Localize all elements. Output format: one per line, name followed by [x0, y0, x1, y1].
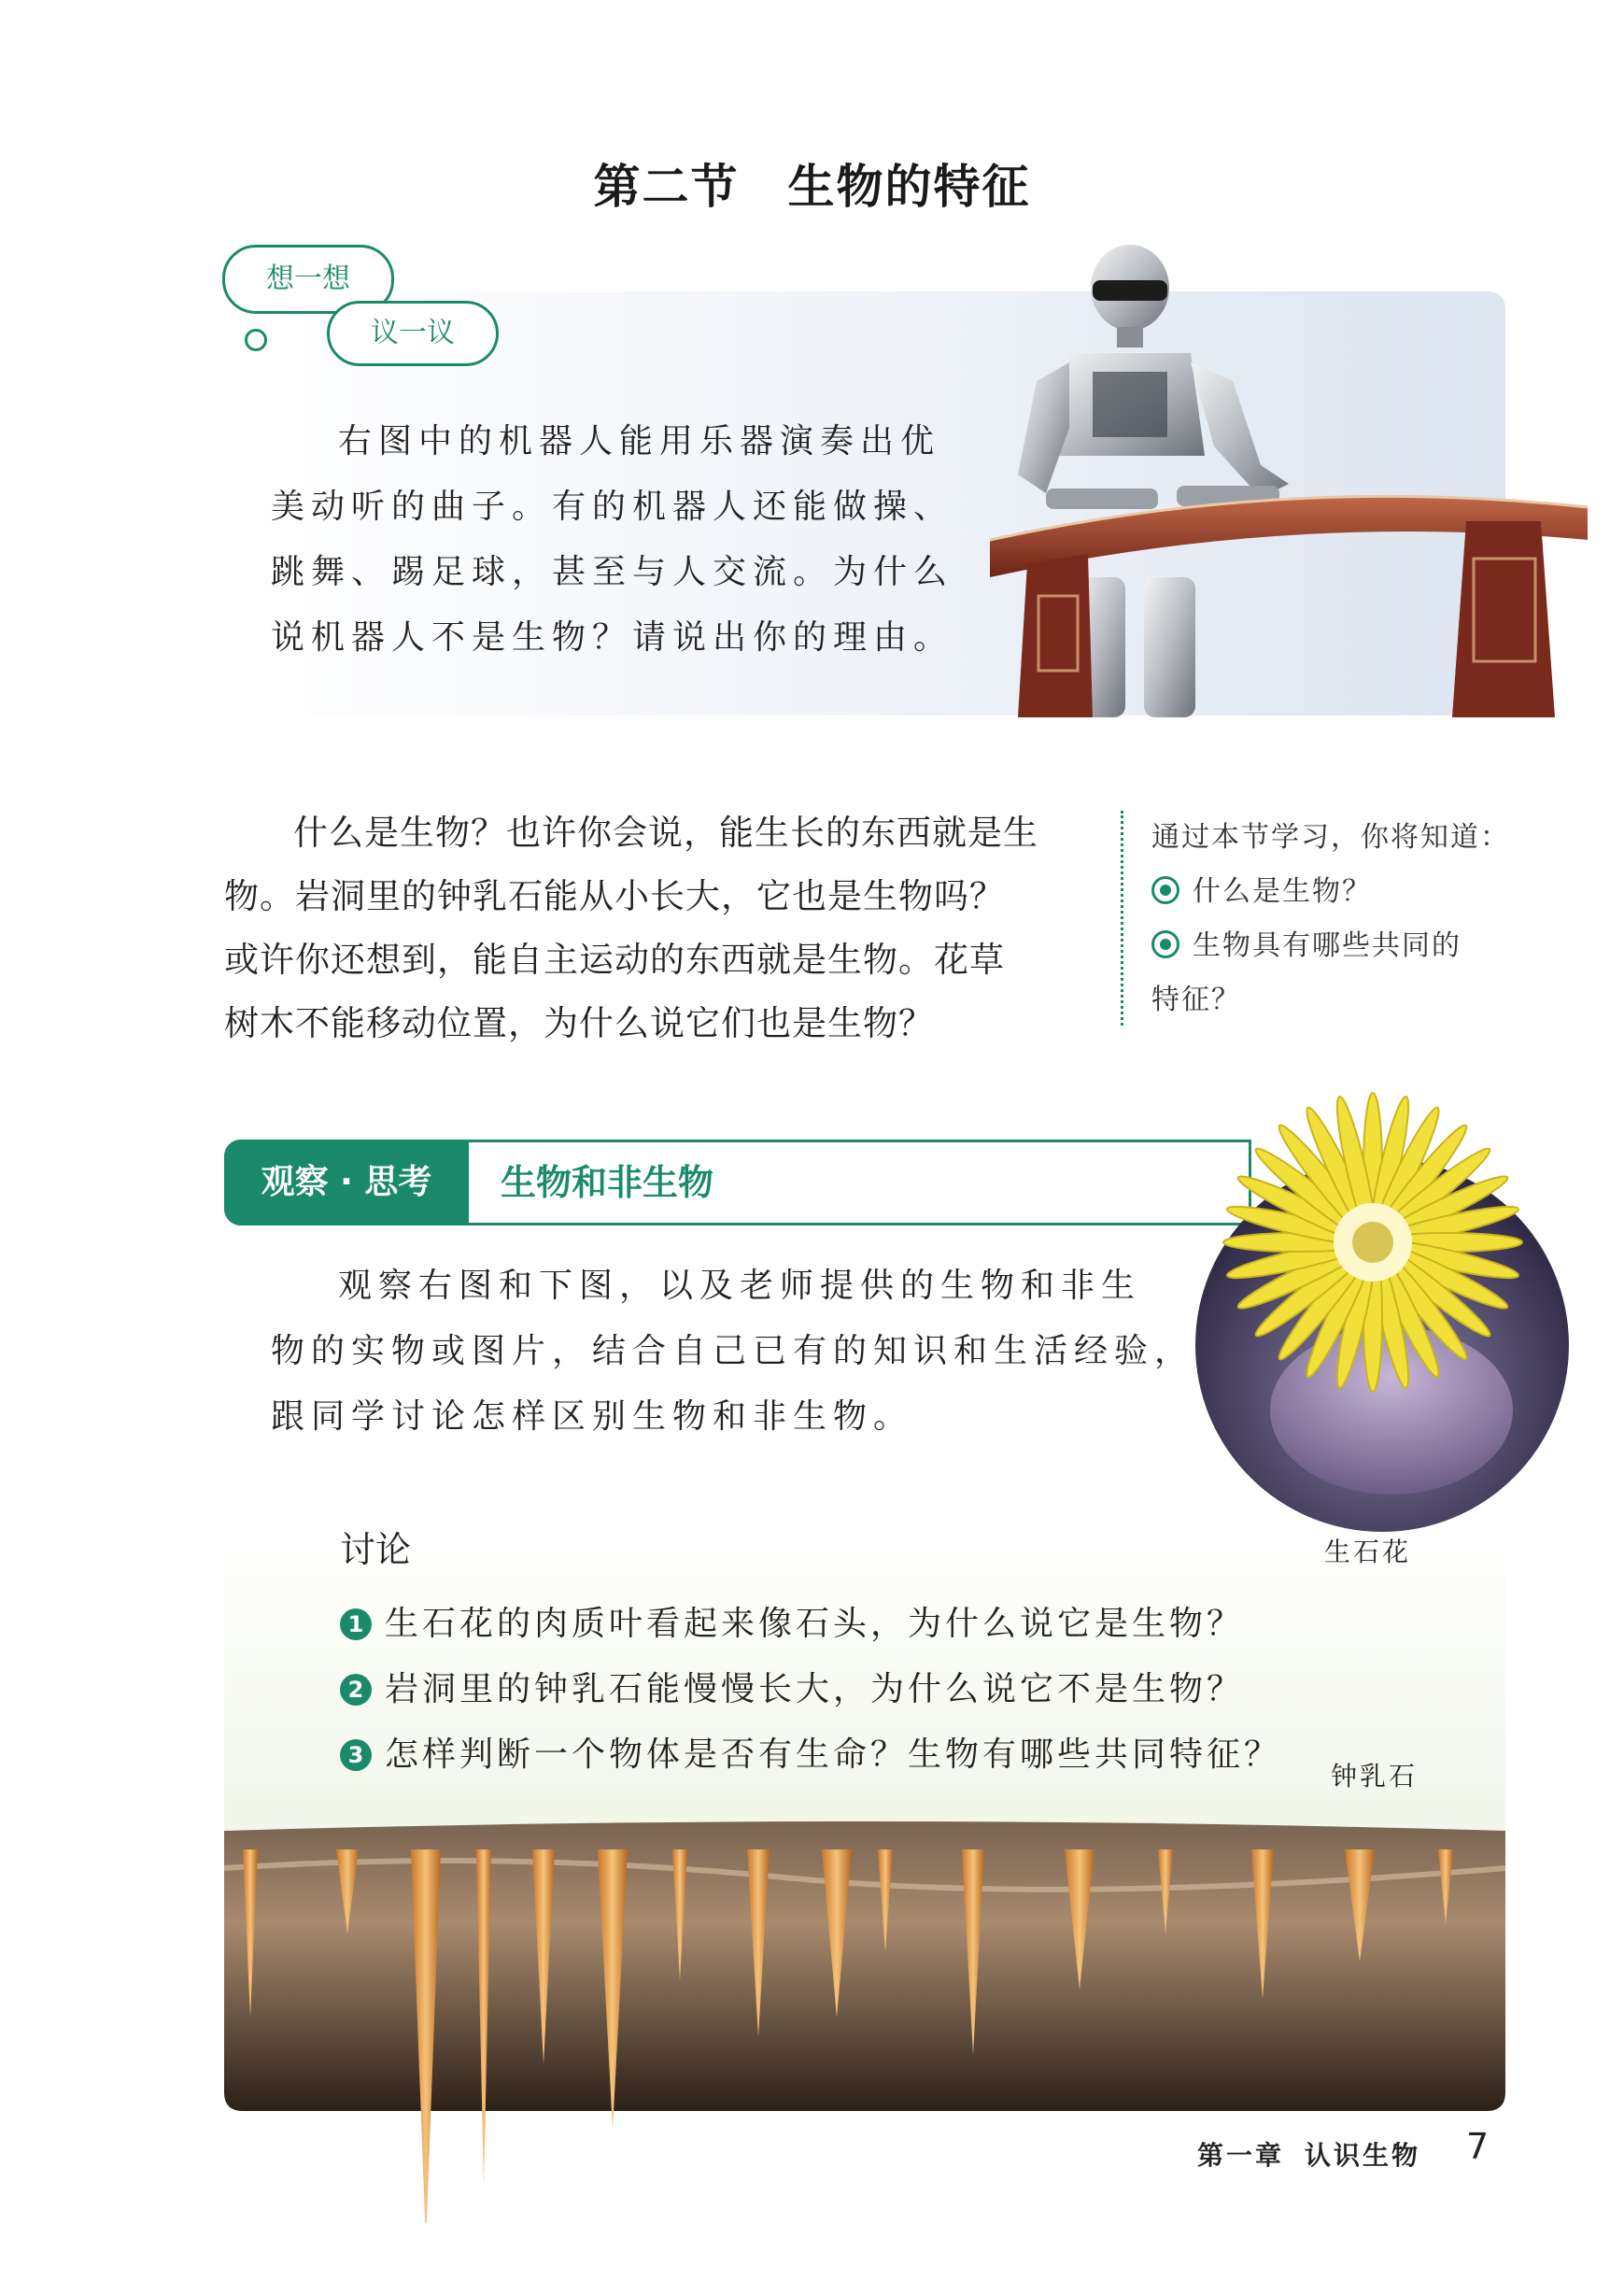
- section-number: 第二节: [593, 160, 740, 214]
- lithops-flower-image: [1177, 1046, 1588, 1532]
- question-text: 生石花的肉质叶看起来像石头，为什么说它是生物？: [385, 1605, 1245, 1643]
- observe-line: 观察右图和下图，以及老师提供的生物和非生: [338, 1267, 1142, 1305]
- objective-text: 什么是生物？: [1193, 875, 1372, 908]
- page-title: [0, 149, 1624, 217]
- discussion-heading: 讨论: [340, 1529, 412, 1570]
- observe-line: 物的实物或图片，结合自己已有的知识和生活经验，: [271, 1332, 1195, 1370]
- bullet-icon: [1151, 876, 1179, 904]
- chapter-name: 认识生物: [1305, 2140, 1421, 2171]
- observe-line: 跟同学讨论怎样区别生物和非生物。: [271, 1397, 914, 1436]
- learning-objectives: [1121, 811, 1562, 1026]
- footer-chapter: [1197, 2135, 1420, 2173]
- chapter-number: 第一章: [1197, 2140, 1285, 2171]
- observe-paragraph: [271, 1254, 1195, 1450]
- robot-guzheng-image: [981, 241, 1597, 717]
- number-badge: 2: [340, 1674, 372, 1706]
- objective-item: [1151, 919, 1562, 973]
- bullet-icon: [1151, 930, 1179, 958]
- intro-line: 物。岩洞里的钟乳石能从小长大，它也是生物吗？: [224, 876, 1005, 916]
- question-text: 怎样判断一个物体是否有生命？生物有哪些共同特征？: [385, 1735, 1282, 1774]
- discussion-question: [340, 1663, 1244, 1710]
- intro-line: 树木不能移动位置，为什么说它们也是生物？: [224, 1003, 934, 1043]
- intro-paragraph: [224, 801, 1102, 1055]
- objective-text-continued: 特征？: [1151, 984, 1241, 1016]
- discussion-question: [340, 1597, 1244, 1645]
- question-text: 岩洞里的钟乳石能慢慢长大，为什么说它不是生物？: [385, 1670, 1245, 1708]
- observe-tag: 观察 · 思考: [224, 1140, 469, 1225]
- objective-item: [1151, 865, 1562, 919]
- think-paragraph: [271, 409, 981, 671]
- number-badge: 3: [340, 1739, 372, 1771]
- number-badge: 1: [340, 1608, 372, 1640]
- think-line: 跳舞、踢足球，甚至与人交流。为什么: [271, 553, 954, 591]
- bubble-dot-icon: [245, 329, 267, 351]
- think-line: 说机器人不是生物？请说出你的理由。: [271, 618, 954, 657]
- think-bubble: 想一想: [222, 245, 394, 314]
- stalactite-caption: 钟乳石: [1331, 1761, 1419, 1792]
- objectives-heading: 通过本节学习，你将知道：: [1151, 821, 1510, 854]
- observe-title: 生物和非生物: [501, 1162, 714, 1203]
- discuss-bubble: 议一议: [327, 301, 499, 366]
- section-name: 生物的特征: [787, 160, 1031, 214]
- objective-text: 生物具有哪些共同的: [1193, 929, 1462, 962]
- discussion-question: [340, 1728, 1281, 1776]
- page-number: 7: [1466, 2126, 1490, 2167]
- intro-line: 什么是生物？也许你会说，能生长的东西就是生: [293, 813, 1038, 853]
- think-line: 右图中的机器人能用乐器演奏出优: [338, 422, 941, 460]
- lithops-caption: 生石花: [1324, 1537, 1412, 1567]
- intro-line: 或许你还想到，能自主运动的东西就是生物。花草: [224, 940, 1005, 980]
- think-line: 美动听的曲子。有的机器人还能做操、: [271, 488, 954, 526]
